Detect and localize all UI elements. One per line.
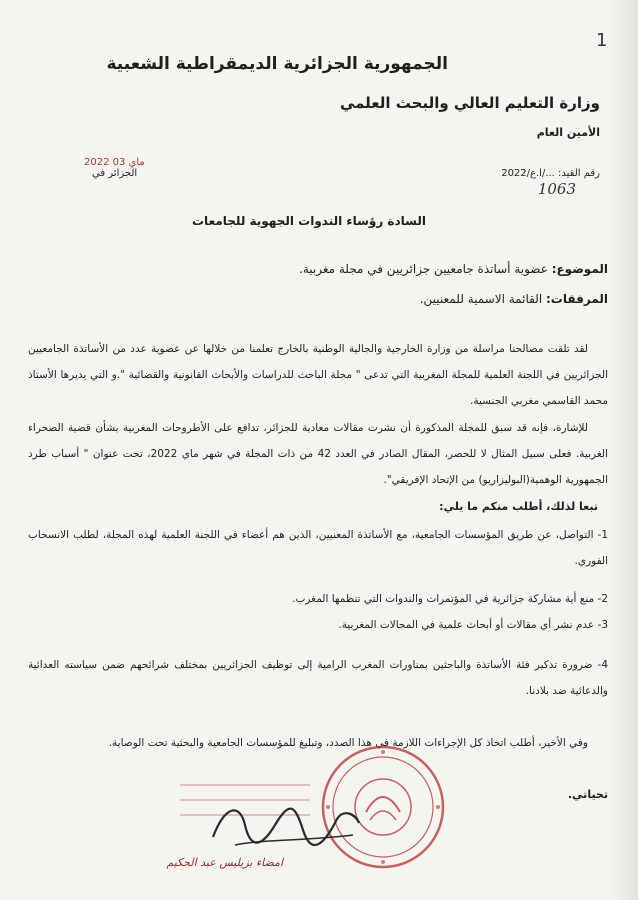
paragraph-intro: لقد تلقت مصالحنا مراسلة من وزارة الخارجية والجالية الوطنية بالخارج تعلمنا من خلالها عن عضوية عدد من الأساتذة الجامعيين الجزائريين في اللجنة العلمية للمجلة المغربية التي تدعى " مجلة الباحث للدراسات والأبحاث القانونية والقضائية ".و التي يديرها الأستاذ محمد القاسمي مغربي الجنسية. — [28, 343, 608, 407]
ministry-heading: وزارة التعليم العالي والبحث العلمي — [339, 94, 600, 112]
subject-line — [299, 262, 608, 276]
paragraph-note: للإشارة، فإنه قد سبق للمجلة المذكورة أن نشرت مقالات معادية للجزائر، تدافع على الأطروحات المغربية بشأن قضية الصحراء الغربية. فعلى سبيل المثال لا للحصر، المقال الصادر في العدد 42 من ذات المجلة في شهر ماي 2022، تحت عنوان " أسباب طرد الجمهورية الوهمية(البوليزاريو) من الإتحاد الإفريقي". — [28, 422, 608, 486]
paragraph-closing: وفي الأخير، أطلب اتخاذ كل الإجراءات اللازمة في هذا الصدد، وتبليغ للمؤسسات الجامعية والبحثية تحت الوصاية. — [108, 737, 588, 749]
list-item: 2- منع أية مشاركة جزائرية في المؤتمرات والندوات التي تنظمها المغرب. — [292, 593, 608, 605]
subject-text: عضوية أساتذة جامعيين جزائريين في مجلة مغربية. — [299, 262, 548, 276]
attachments-line — [420, 292, 608, 306]
handwritten-signature-icon — [205, 795, 365, 860]
scan-edge-shadow — [608, 0, 638, 900]
attachments-label: المرفقات: — [546, 292, 608, 306]
reference-label: رقم القيد: .../ا.ع/2022 — [501, 168, 600, 179]
paragraph-request: تبعا لذلك، أطلب منكم ما يلي: — [439, 500, 598, 513]
date-stamp: 2022 ماي 03 — [84, 157, 145, 168]
list-item: 1- التواصل، عن طريق المؤسسات الجامعية، مع الأساتذة المعنيين، الذين هم أعضاء في اللجنة العلمية لهذه المجلة، لطلب الانسحاب الفوري. — [28, 529, 608, 567]
list-item: 3- عدم نشر أي مقالات أو أبحاث علمية في المجالات المغربية. — [338, 619, 608, 631]
office-heading: الأمين العام — [536, 126, 600, 139]
page-number: 1 — [596, 30, 608, 51]
subject-label: الموضوع: — [551, 262, 608, 276]
reference-number: 1063 — [537, 180, 576, 198]
closing-greeting: تحياتي. — [567, 788, 608, 801]
list-item: 4- ضرورة تذكير فئة الأساتذة والباحثين بمناورات المغرب الرامية إلى توظيف الجزائريين بمختلف شرائحهم ضمن سياسته العدائية والدعائية ضد بلادنا. — [28, 659, 608, 697]
place-date: الجزائر في — [92, 168, 138, 179]
attachments-text: القائمة الاسمية للمعنيين. — [419, 292, 543, 306]
signatory-name: امضاء بزيليس عبد الحكيم — [166, 856, 283, 869]
addressee: السادة رؤساء الندوات الجهوية للجامعات — [192, 214, 426, 228]
republic-heading: الجمهورية الجزائرية الديمقراطية الشعبية — [106, 54, 448, 74]
